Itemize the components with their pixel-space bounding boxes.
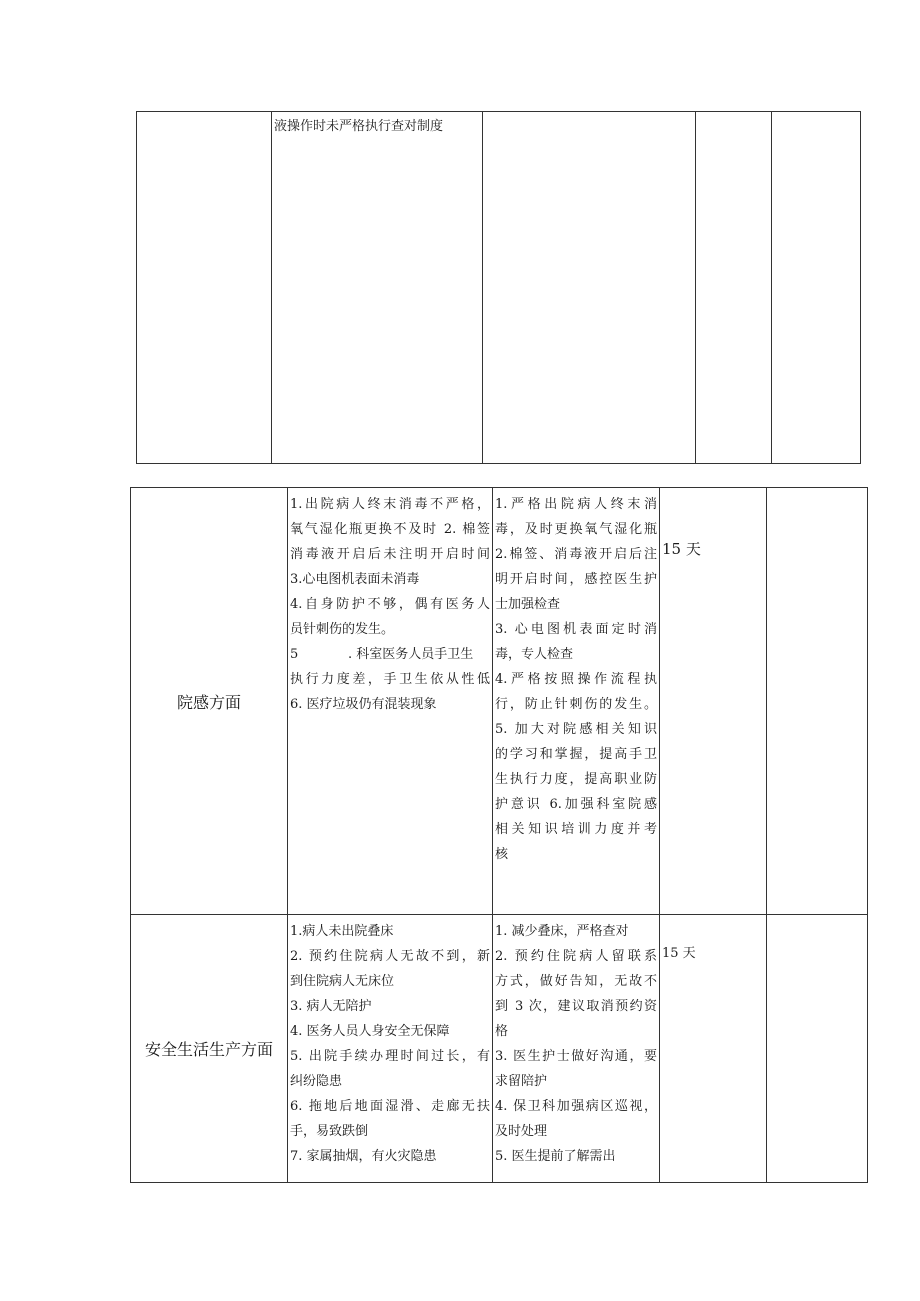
issue-cell: [272, 112, 483, 464]
issue-cell: [288, 915, 493, 1183]
remark-cell: [767, 488, 868, 915]
issue-text: . 科室医务人员手卫生: [348, 647, 474, 662]
measure-line: 毒，专人检查: [495, 647, 574, 662]
measure-line: 及时处理: [495, 1124, 548, 1139]
measure-line: 求留陪护: [495, 1074, 548, 1089]
issue-line: 3.心电图机表面未消毒: [290, 572, 420, 587]
issue-line: 4.自身防护不够，偶有医务人: [290, 597, 490, 612]
period-value: 15 天: [662, 946, 696, 961]
issue-line: 1.出院病人终末消毒不严格，: [290, 497, 490, 512]
measure-line: 士加强检查: [495, 597, 561, 612]
measure-line: 格: [495, 1024, 509, 1039]
issue-line: 6. 拖地后地面湿滑、走廊无扶: [290, 1099, 490, 1114]
category-cell: [137, 112, 272, 464]
period-cell: [696, 112, 772, 464]
measure-line: 3. 心电图机表面定时消: [495, 622, 657, 637]
measure-line: 5. 加大对院感相关知识: [495, 722, 657, 737]
issue-line: 消毒液开启后未注明开启时间: [290, 547, 490, 562]
measure-line: 护意识 6.加强科室院感: [495, 797, 657, 812]
table-row: [137, 112, 861, 464]
issue-line: 4. 医务人员人身安全无保障: [290, 1024, 450, 1039]
issue-line: 到住院病人无床位: [290, 974, 395, 989]
measure-line: 1. 减少叠床，严格查对: [495, 924, 629, 939]
measure-line: 明开启时间，感控医生护: [495, 572, 657, 587]
issue-cell: [288, 488, 493, 915]
category-label: 安全生活生产方面: [144, 1040, 273, 1059]
issue-line: 执行力度差，手卫生依从性低: [290, 672, 490, 687]
category-cell: [131, 915, 288, 1183]
table-row: [131, 915, 868, 1183]
measure-cell: [493, 915, 660, 1183]
issue-line: 员针刺伤的发生。: [290, 622, 395, 637]
measure-line: 相关知识培训力度并考: [495, 822, 657, 837]
period-cell: [660, 488, 767, 915]
period-cell: [660, 915, 767, 1183]
remark-cell: [772, 112, 861, 464]
issue-line: 2. 预约住院病人无故不到，新: [290, 949, 490, 964]
measure-line: 2. 预约住院病人留联系: [495, 949, 657, 964]
issue-line: 3. 病人无陪护: [290, 999, 372, 1014]
measure-line: 生执行力度，提高职业防: [495, 772, 657, 787]
measure-line: 4.严格按照操作流程执: [495, 672, 657, 687]
issue-line: 氧气湿化瓶更换不及时 2. 棉签: [290, 522, 490, 537]
measure-line: 核: [495, 847, 509, 862]
issue-line: 1.病人未出院叠床: [290, 924, 394, 939]
issue-line: 5. 出院手续办理时间过长，有: [290, 1049, 490, 1064]
measure-line: 3. 医生护士做好沟通，要: [495, 1049, 657, 1064]
table-top: [136, 111, 861, 464]
measure-line: 4. 保卫科加强病区巡视，: [495, 1099, 657, 1114]
measure-line: 5. 医生提前了解需出: [495, 1149, 616, 1164]
measure-cell: [493, 488, 660, 915]
measure-line: 方式，做好告知，无故不: [495, 974, 657, 989]
measure-line: 到 3 次，建议取消预约资: [495, 999, 657, 1014]
issue-line: 6. 医疗垃圾仍有混装现象: [290, 697, 437, 712]
measure-line: 1.严格出院病人终末消: [495, 497, 657, 512]
table-row: [131, 488, 868, 915]
table-bottom: [130, 487, 868, 1183]
period-value: 15 天: [662, 540, 701, 558]
remark-cell: [767, 915, 868, 1183]
measure-line: 的学习和掌握，提高手卫: [495, 747, 657, 762]
issue-line-5: [290, 642, 490, 667]
category-label: 院感方面: [176, 692, 241, 712]
measure-line: 2.棉签、消毒液开启后注: [495, 547, 657, 562]
issue-number: 5: [290, 647, 299, 662]
issue-line: 手，易致跌倒: [290, 1124, 369, 1139]
category-cell: [131, 488, 288, 915]
issue-line: 纠纷隐患: [290, 1074, 343, 1089]
issue-line: 液操作时未严格执行查对制度: [274, 119, 444, 134]
measure-line: 毒，及时更换氧气湿化瓶: [495, 522, 657, 537]
issue-line: 7. 家属抽烟，有火灾隐患: [290, 1149, 437, 1164]
measure-cell: [483, 112, 696, 464]
measure-line: 行，防止针刺伤的发生。: [495, 697, 657, 712]
